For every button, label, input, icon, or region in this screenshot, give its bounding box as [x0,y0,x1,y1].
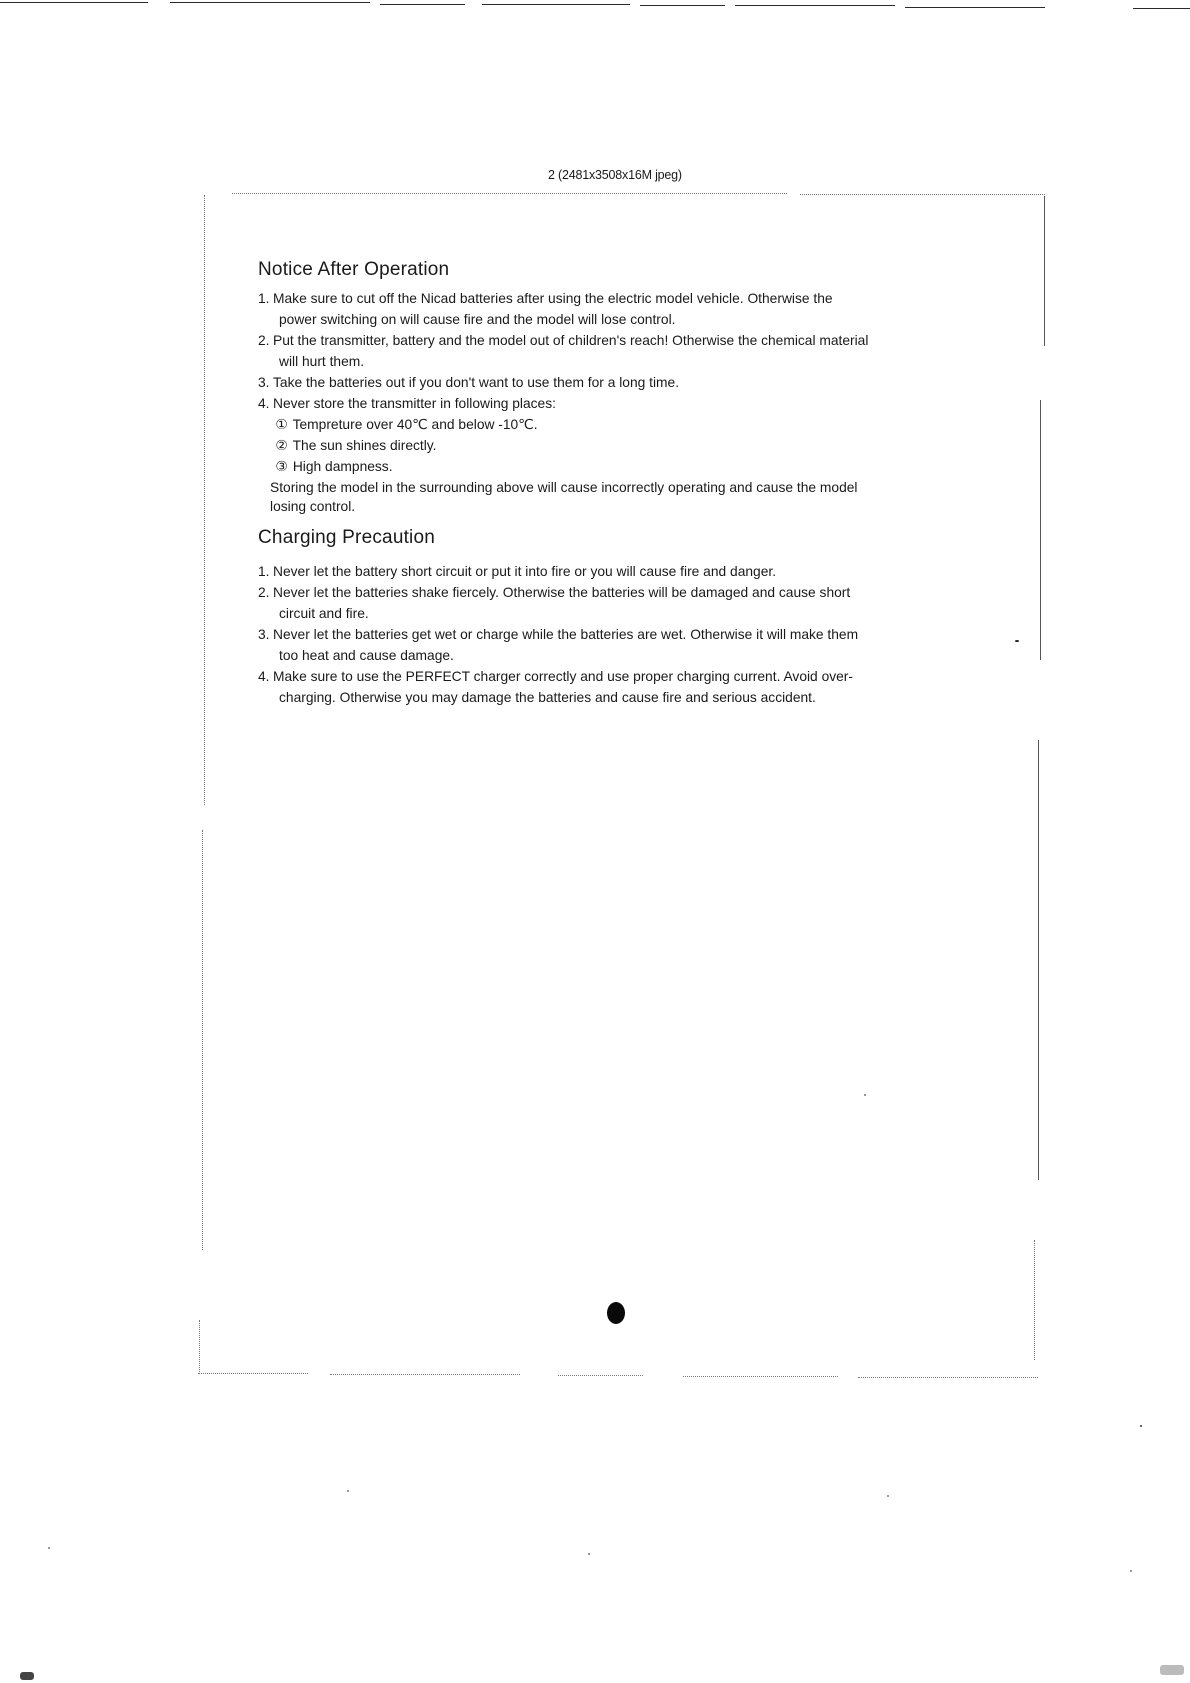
note-line: losing control. [270,499,356,514]
item-text: Make sure to use the PERFECT charger correctly and use proper charging current. Avoid over- [273,669,854,684]
scan-speck [1160,1665,1184,1675]
frame-bottom-border [558,1375,643,1376]
charging-title: Charging Precaution [258,527,436,548]
circled-number-marker: ③ [275,459,288,474]
frame-right-border [1034,1240,1035,1360]
place-text: Tempreture over 40℃ and below -10℃. [292,417,538,432]
scan-speck [48,1547,50,1549]
frame-left-border [202,830,203,1250]
places-list [258,414,1008,516]
frame-bottom-border [683,1376,838,1377]
page-marker-dot [607,1302,625,1324]
frame-bottom-border [198,1373,308,1374]
scan-speck [864,1094,866,1096]
item-continuation: too heat and cause damage. [279,648,454,663]
frame-right-border [1038,740,1039,1180]
top-scan-rule [905,7,1045,8]
note-line: Storing the model in the surrounding above will cause incorrectly operating and cause the model [270,480,858,495]
circled-number-marker: ① [275,417,288,432]
item-text: Make sure to cut off the Nicad batteries after using the electric model vehicle. Otherwise the [273,291,833,306]
frame-left-border [204,195,205,805]
item-continuation: charging. Otherwise you may damage the batteries and cause fire and serious accident. [279,690,816,705]
notice-title: Notice After Operation [258,259,450,280]
list-item [258,393,1008,414]
list-item [258,582,1008,624]
list-item [258,288,1008,330]
charging-list [258,561,1008,708]
frame-bottom-border [330,1374,520,1375]
frame-right-border [1044,196,1045,346]
list-item [258,561,1008,582]
top-scan-rule [380,4,465,5]
item-number: 2. [258,333,270,348]
scan-speck [887,1495,889,1497]
place-text: The sun shines directly. [292,438,437,453]
item-continuation: power switching on will cause fire and the model will lose control. [279,312,676,327]
top-scan-rule [1133,8,1190,9]
top-scan-rule [640,5,725,6]
top-scan-rule [735,5,895,6]
frame-bottom-border [858,1377,1038,1378]
list-item [258,330,1008,372]
item-number: 4. [258,669,270,684]
item-text: Never let the batteries get wet or charge while the batteries are wet. Otherwise it will make them [273,627,859,642]
frame-right-border [1040,400,1041,660]
scan-speck [1130,1570,1132,1572]
scan-speck [347,1490,349,1492]
item-number: 1. [258,291,270,306]
item-number: 3. [258,375,270,390]
item-text: Take the batteries out if you don't want to use them for a long time. [273,375,680,390]
item-text: Never let the batteries shake fiercely. Otherwise the batteries will be damaged and cause short [273,585,851,600]
image-caption: 2 (2481x3508x16M jpeg) [548,168,682,182]
frame-top-border [800,194,1045,195]
notice-list [258,288,1008,516]
list-item [258,624,1008,666]
place-item [258,435,1008,456]
circled-number-marker: ② [275,438,288,453]
scan-speck [1140,1425,1142,1427]
scan-speck [1015,640,1019,642]
item-text: Never store the transmitter in following places: [273,396,556,411]
scan-speck [588,1553,590,1555]
frame-left-border [199,1320,200,1372]
top-scan-rule [0,2,148,3]
item-text: Put the transmitter, battery and the model out of children's reach! Otherwise the chemical material [273,333,869,348]
storage-note [258,478,990,516]
top-scan-rule [170,2,370,3]
frame-top-border [232,193,787,194]
top-scan-rule [482,4,630,5]
item-continuation: circuit and fire. [279,606,369,621]
item-number: 1. [258,564,270,579]
place-item [258,456,1008,477]
item-number: 4. [258,396,270,411]
place-text: High dampness. [292,459,393,474]
item-number: 3. [258,627,270,642]
list-item [258,666,1008,708]
place-item [258,414,1008,435]
item-continuation: will hurt them. [279,354,365,369]
scan-speck [20,1672,34,1680]
item-text: Never let the battery short circuit or put it into fire or you will cause fire and danger. [273,564,777,579]
list-item [258,372,1008,393]
item-number: 2. [258,585,270,600]
